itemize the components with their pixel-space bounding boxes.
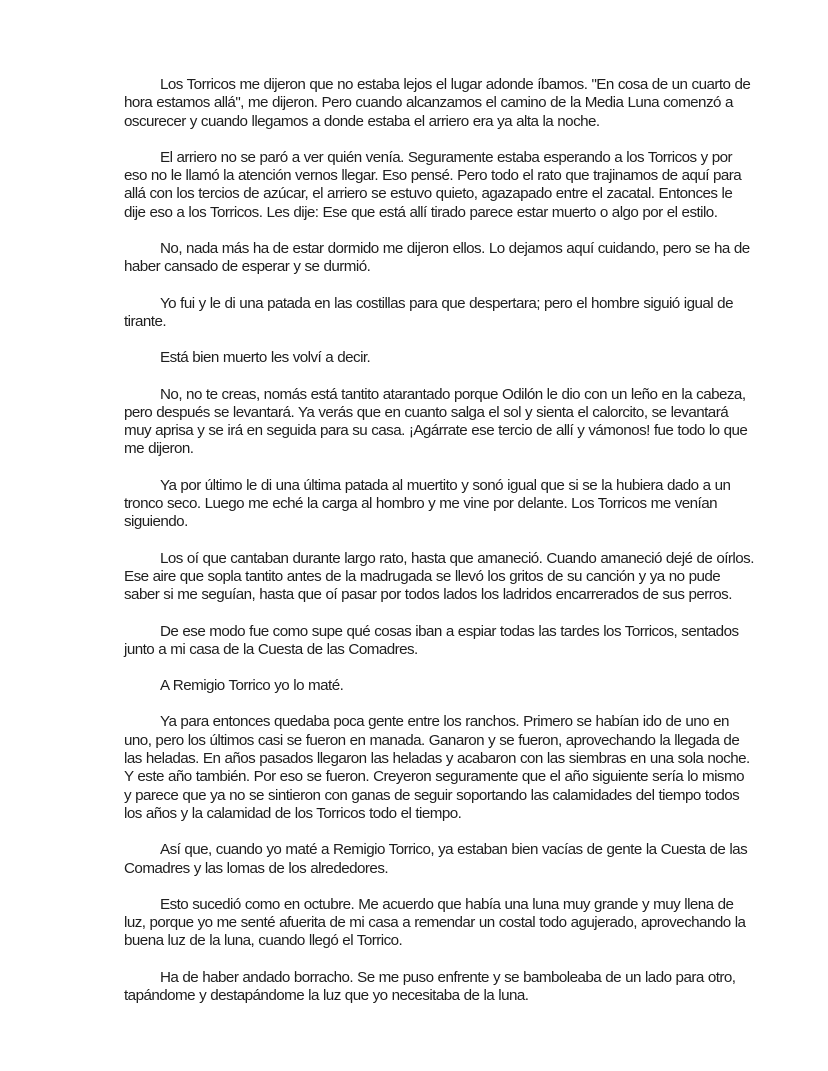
paragraph-12: Así que, cuando yo maté a Remigio Torrico, ya estaban bien vacías de gente la Cuesta de las Comadres y las lomas de los alrededores. [124, 841, 748, 877]
paragraph-7: Ya por último le di una última patada al muertito y sonó igual que si se la hubiera dado a un tronco seco. Luego me eché la carga al hombro y me vine por delante. Los Torricos me venían siguiendo. [124, 476, 731, 531]
paragraph-3: No, nada más ha de estar dormido me dijeron ellos. Lo dejamos aquí cuidando, pero se ha de haber cansado de esperar y se durmió. [124, 240, 750, 276]
paragraph-11: Ya para entonces quedaba poca gente entre los ranchos. Primero se habían ido de uno en uno, pero los últimos casi se fueron en manada. Ganaron y se fueron, aprovechando la llegada de las heladas. En años pasados llegaron las heladas y acabaron con las siembras en una sola noche. Y este año también. Por eso se fueron. Creyeron seguramente que el año siguiente sería lo mismo y parece que ya no se sintieron con ganas de seguir soportando las calamidades del tiempo todos los años y la calamidad de los Torricos todo el tiempo. [124, 713, 750, 822]
paragraph-13: Esto sucedió como en octubre. Me acuerdo que había una luna muy grande y muy llena de luz, porque yo me senté afuerita de mi casa a remendar un costal todo agujerado, aprovechando la buena luz de la luna, cuando llegó el Torrico. [124, 895, 746, 950]
paragraph-2: El arriero no se paró a ver quién venía. Seguramente estaba esperando a los Torricos y por eso no le llamó la atención vernos llegar. Eso pensé. Pero todo el rato que trajinamos de aquí para allá con los tercios de azúcar, el arriero se estuvo quieto, agazapado entre el zacatal. Entonces le dije eso a los Torricos. Les dije: Ese que está allí tirado parece estar muerto o algo por el estilo. [124, 148, 742, 221]
paragraph-10: A Remigio Torrico yo lo maté. [160, 677, 344, 695]
paragraph-14: Ha de haber andado borracho. Se me puso enfrente y se bamboleaba de un lado para otro, tapándome y destapándome la luz que yo necesitaba de la luna. [124, 968, 736, 1004]
paragraph-4: Yo fui y le di una patada en las costillas para que despertara; pero el hombre siguió igual de tirante. [124, 294, 733, 330]
paragraph-8: Los oí que cantaban durante largo rato, hasta que amaneció. Cuando amaneció dejé de oírlos. Ese aire que sopla tantito antes de la madrugada se llevó los gritos de su canción y ya no pude saber si me seguían, hasta que oí pasar por todos lados los ladridos encarrerados de sus perros. [124, 549, 754, 604]
paragraph-9: De ese modo fue como supe qué cosas iban a espiar todas las tardes los Torricos, sentados junto a mi casa de la Cuesta de las Comadres. [124, 622, 739, 658]
paragraph-6: No, no te creas, nomás está tantito atarantado porque Odilón le dio con un leño en la cabeza, pero después se levantará. Ya verás que en cuanto salga el sol y sienta el calorcito, se levantará muy aprisa y se irá en seguida para su casa. ¡Agárrate ese tercio de allí y vámonos! fue todo lo que me dijeron. [124, 385, 748, 458]
paragraph-5: Está bien muerto les volví a decir. [160, 349, 371, 367]
paragraph-1: Los Torricos me dijeron que no estaba lejos el lugar adonde íbamos. "En cosa de un cuarto de hora estamos allá", me dijeron. Pero cuando alcanzamos el camino de la Media Luna comenzó a oscurecer y cuando llegamos a donde estaba el arriero era ya alta la noche. [124, 76, 751, 130]
document-page [124, 76, 754, 1023]
